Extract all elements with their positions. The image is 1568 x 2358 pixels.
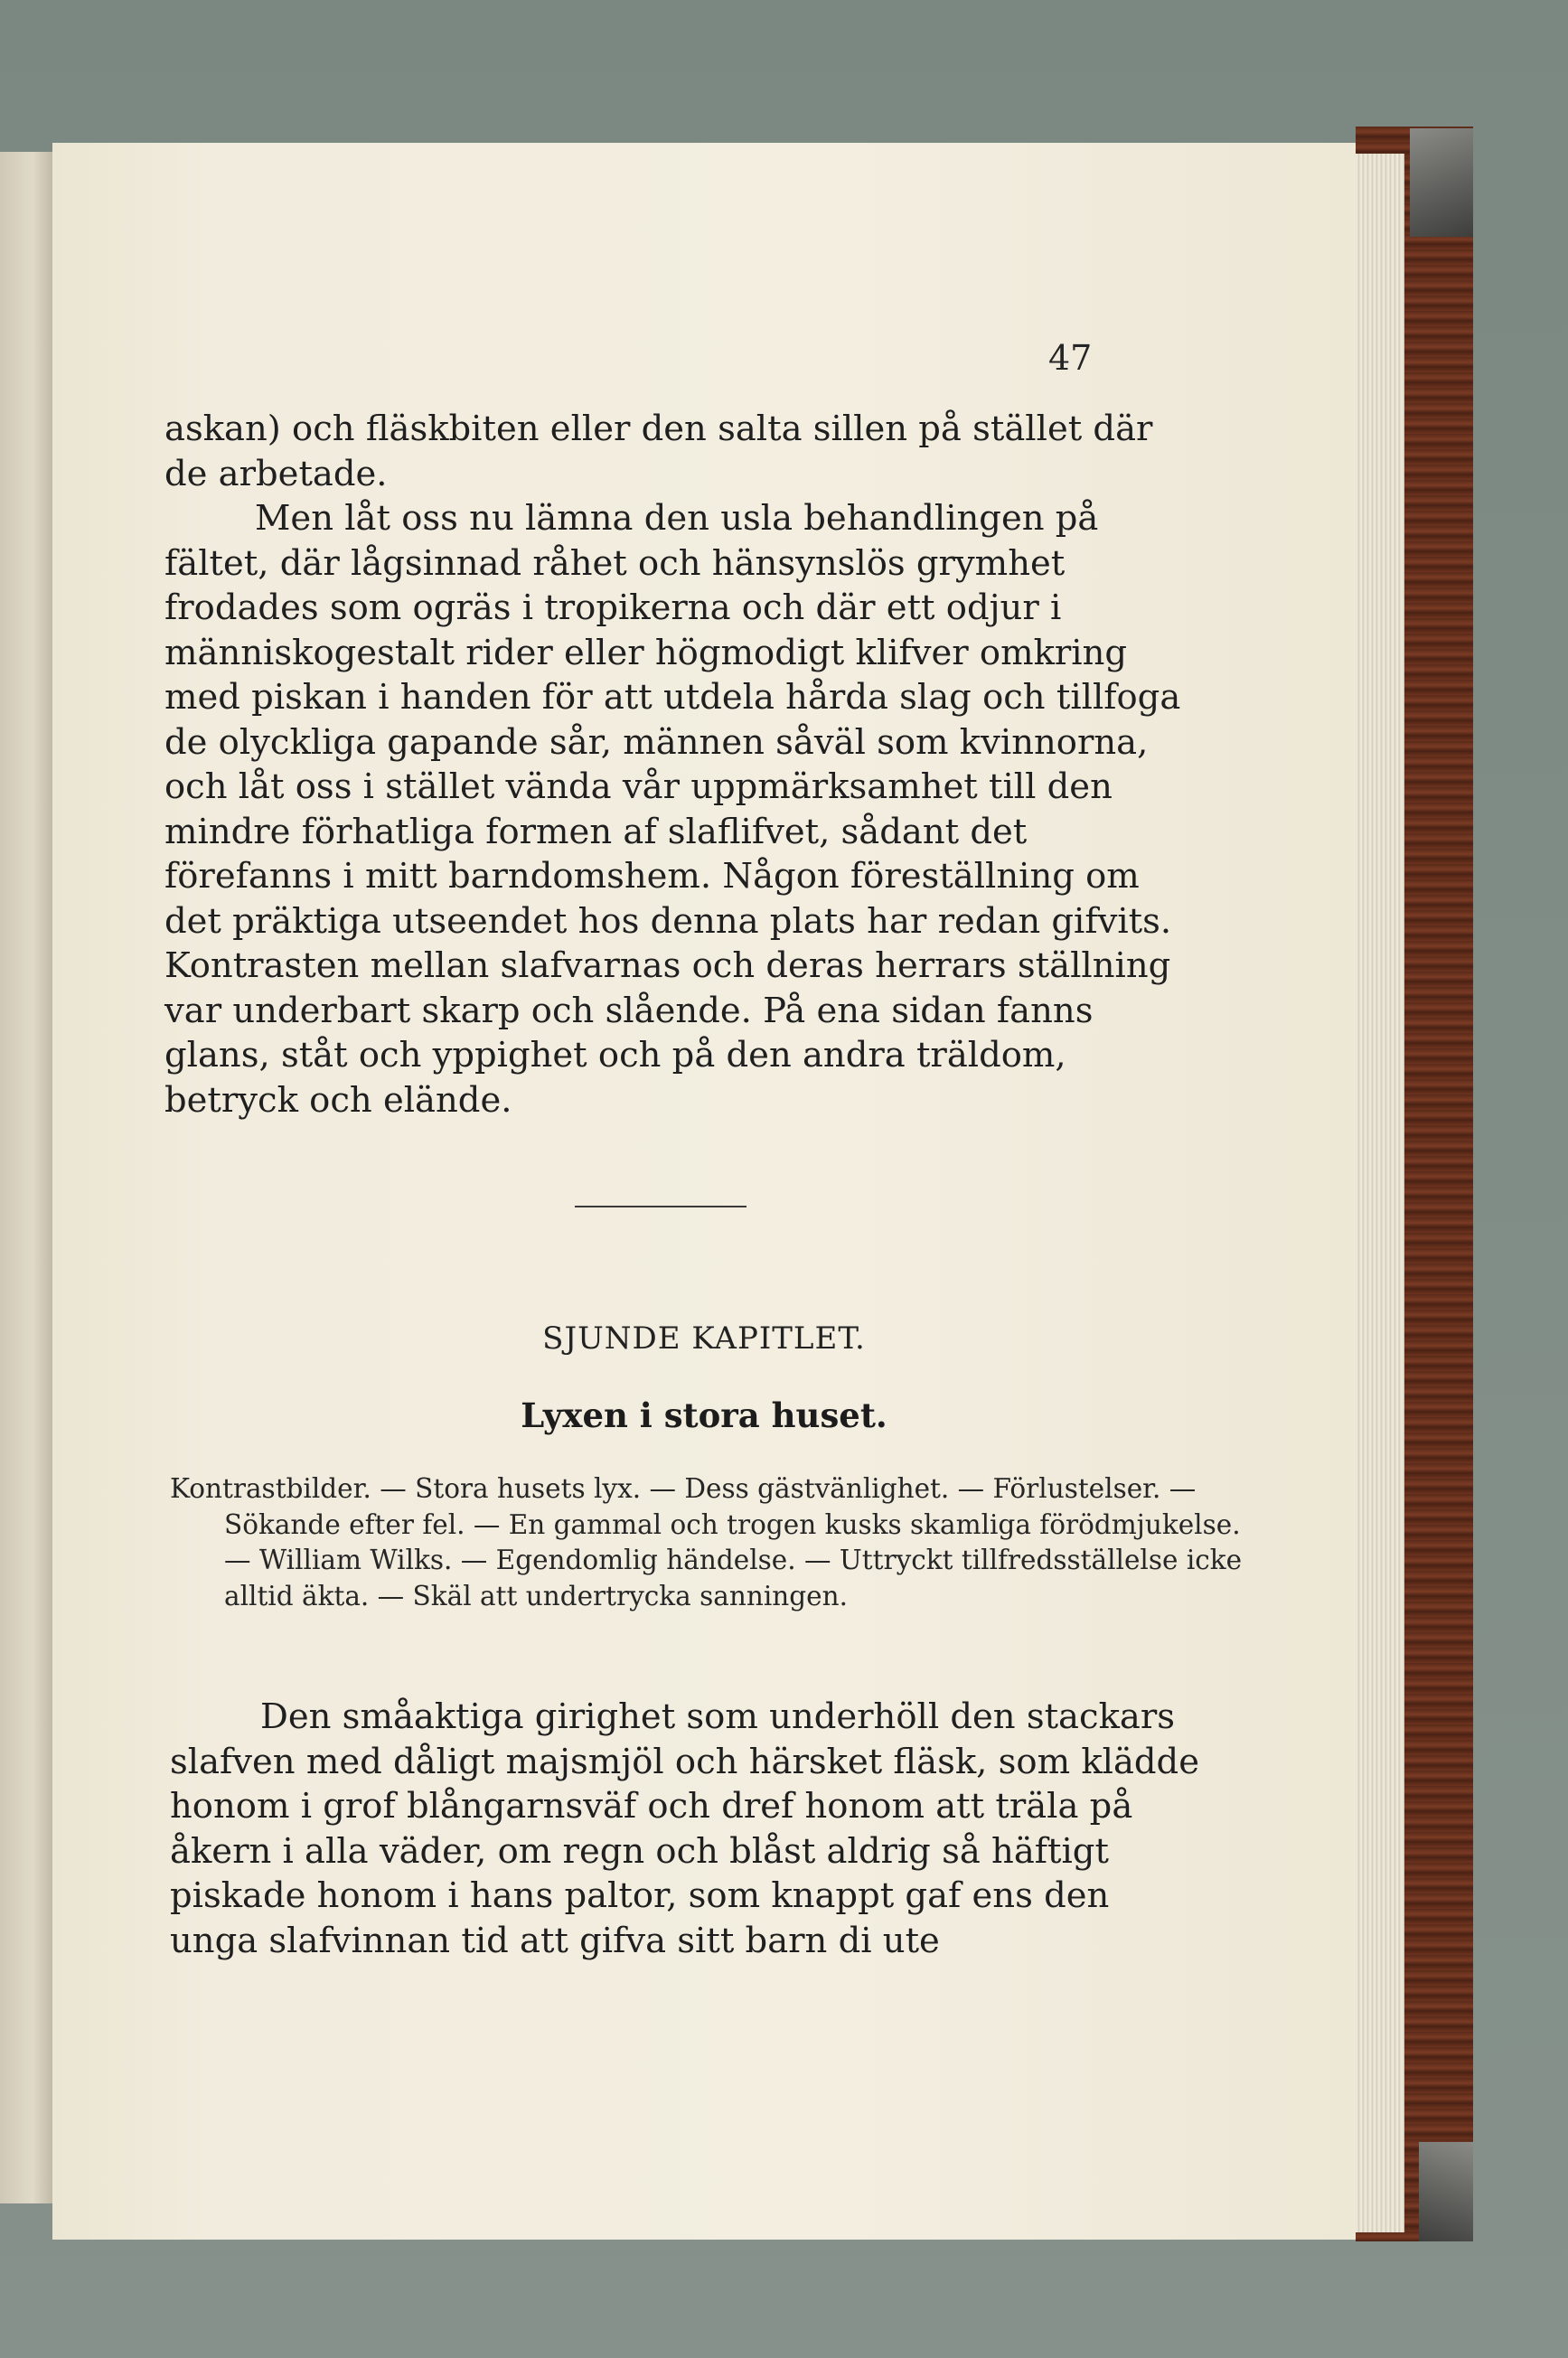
chapter-title: Lyxen i stora huset. <box>521 1395 887 1435</box>
chapter-label: SJUNDE KAPITLET. <box>542 1320 866 1357</box>
book-page <box>52 143 1356 2240</box>
section-divider <box>575 1206 746 1207</box>
cover-corner-bottom <box>1419 2142 1473 2241</box>
facing-page-edge <box>0 152 54 2203</box>
cover-corner-top <box>1410 128 1473 237</box>
page-number: 47 <box>1048 338 1093 378</box>
paragraph-chapter-opening: Den småaktiga girighet som underhöll den stackars slafven med dåligt majsmjöl och härsket fläsk, som klädde honom i grof blångarnsväf och dref honom att träla på åkern i alla väder, om regn och blåst aldrig så häftigt piskade honom i hans paltor, som knappt gaf ens den unga slafvinnan tid att gifva sitt barn di ute <box>170 1696 1199 1961</box>
paragraph-field-cruelty: Men låt oss nu lämna den usla behandlingen på fältet, där lågsinnad råhet och hänsynslös grymhet frodades som ogräs i tropikerna och där ett odjur i människogestalt rider eller högmodigt klifver omkring med piskan i handen för att utdela hårda slag och tillfoga de olyckliga gapande sår, männen såväl som kvinnorna, och låt oss i stället vända vår uppmärksamhet till den mindre förhatliga formen af slaflifvet, sådant det förefanns i mitt barndomshem. Någon föreställning om det präktiga utseendet hos denna plats har redan gifvits. Kontrasten mellan slafvarnas och deras herrars ställning var underbart skarp och slående. På ena sidan fanns glans, ståt och yppighet och på den andra träldom, betryck och elände. <box>164 498 1181 1121</box>
chapter-summary: Kontrastbilder. — Stora husets lyx. — Dess gästvänlighet. — Förlustelser. — Sökande efter fel. — En gammal och trogen kusks skamliga förödmjukelse. — William Wilks. — Egendomlig händelse. — Uttryckt tillfredsställelse icke alltid äkta. — Skäl att undertrycka sanningen. <box>170 1473 1243 1611</box>
paragraph-continuation: askan) och fläskbiten eller den salta sillen på stället där de arbetade. <box>164 409 1153 494</box>
